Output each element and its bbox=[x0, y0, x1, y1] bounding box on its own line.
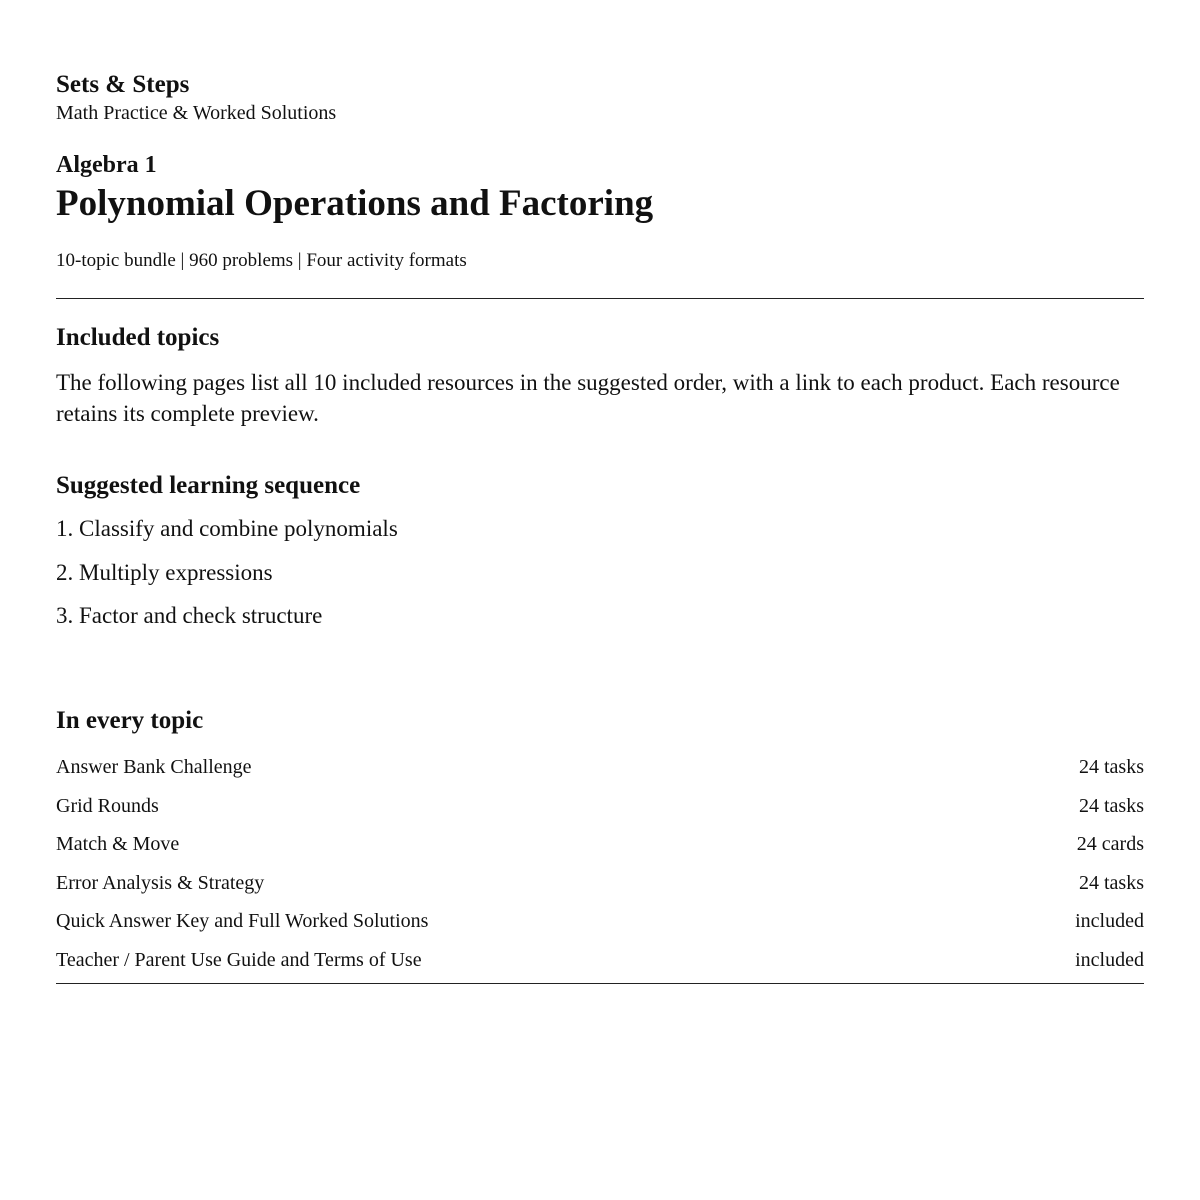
activity-amount: 24 tasks bbox=[1079, 794, 1144, 817]
bottom-divider bbox=[56, 983, 1144, 984]
activity-amount: 24 tasks bbox=[1079, 871, 1144, 894]
activity-list bbox=[56, 754, 1144, 985]
activity-name: Error Analysis & Strategy bbox=[56, 871, 265, 894]
header bbox=[56, 70, 1144, 126]
sequence-item: 1. Classify and combine polynomials bbox=[56, 516, 398, 541]
activity-amount: 24 tasks bbox=[1079, 756, 1144, 778]
page-title: Polynomial Operations and Factoring bbox=[56, 183, 654, 224]
activity-row bbox=[56, 908, 1144, 947]
top-divider bbox=[56, 298, 1144, 299]
learning-sequence-section bbox=[56, 471, 1144, 631]
activity-row bbox=[56, 831, 1144, 870]
included-topics-text: The following pages list all 10 included resources in the suggested order, with a link to each product. Each resource retains its complete preview. bbox=[56, 370, 1120, 426]
activity-row bbox=[56, 754, 1144, 793]
activity-row bbox=[56, 870, 1144, 909]
activity-name: Teacher / Parent Use Guide and Terms of Use bbox=[56, 948, 422, 971]
activity-row bbox=[56, 947, 1144, 986]
bundle-summary: 10-topic bundle | 960 problems | Four activity formats bbox=[56, 250, 467, 271]
activity-name: Quick Answer Key and Full Worked Solutions bbox=[56, 910, 429, 932]
sequence-item: 3. Factor and check structure bbox=[56, 603, 323, 628]
activity-amount: included bbox=[1075, 910, 1144, 932]
brand-name: Sets & Steps bbox=[56, 71, 190, 98]
course-name: Algebra 1 bbox=[56, 152, 157, 178]
activity-amount: 24 cards bbox=[1076, 833, 1144, 855]
activity-name: Grid Rounds bbox=[56, 794, 159, 817]
included-topics-section bbox=[56, 323, 1144, 429]
activity-name: Match & Move bbox=[56, 833, 180, 855]
activity-row bbox=[56, 793, 1144, 832]
learning-sequence-heading: Suggested learning sequence bbox=[56, 472, 361, 499]
learning-sequence-list bbox=[56, 513, 1144, 631]
sequence-item: 2. Multiply expressions bbox=[56, 559, 273, 585]
every-topic-heading: In every topic bbox=[56, 707, 204, 734]
included-topics-heading: Included topics bbox=[56, 324, 220, 351]
activity-amount: included bbox=[1075, 948, 1144, 971]
brand-tagline: Math Practice & Worked Solutions bbox=[56, 102, 337, 124]
activity-name: Answer Bank Challenge bbox=[56, 756, 252, 778]
every-topic-section bbox=[56, 706, 1144, 984]
